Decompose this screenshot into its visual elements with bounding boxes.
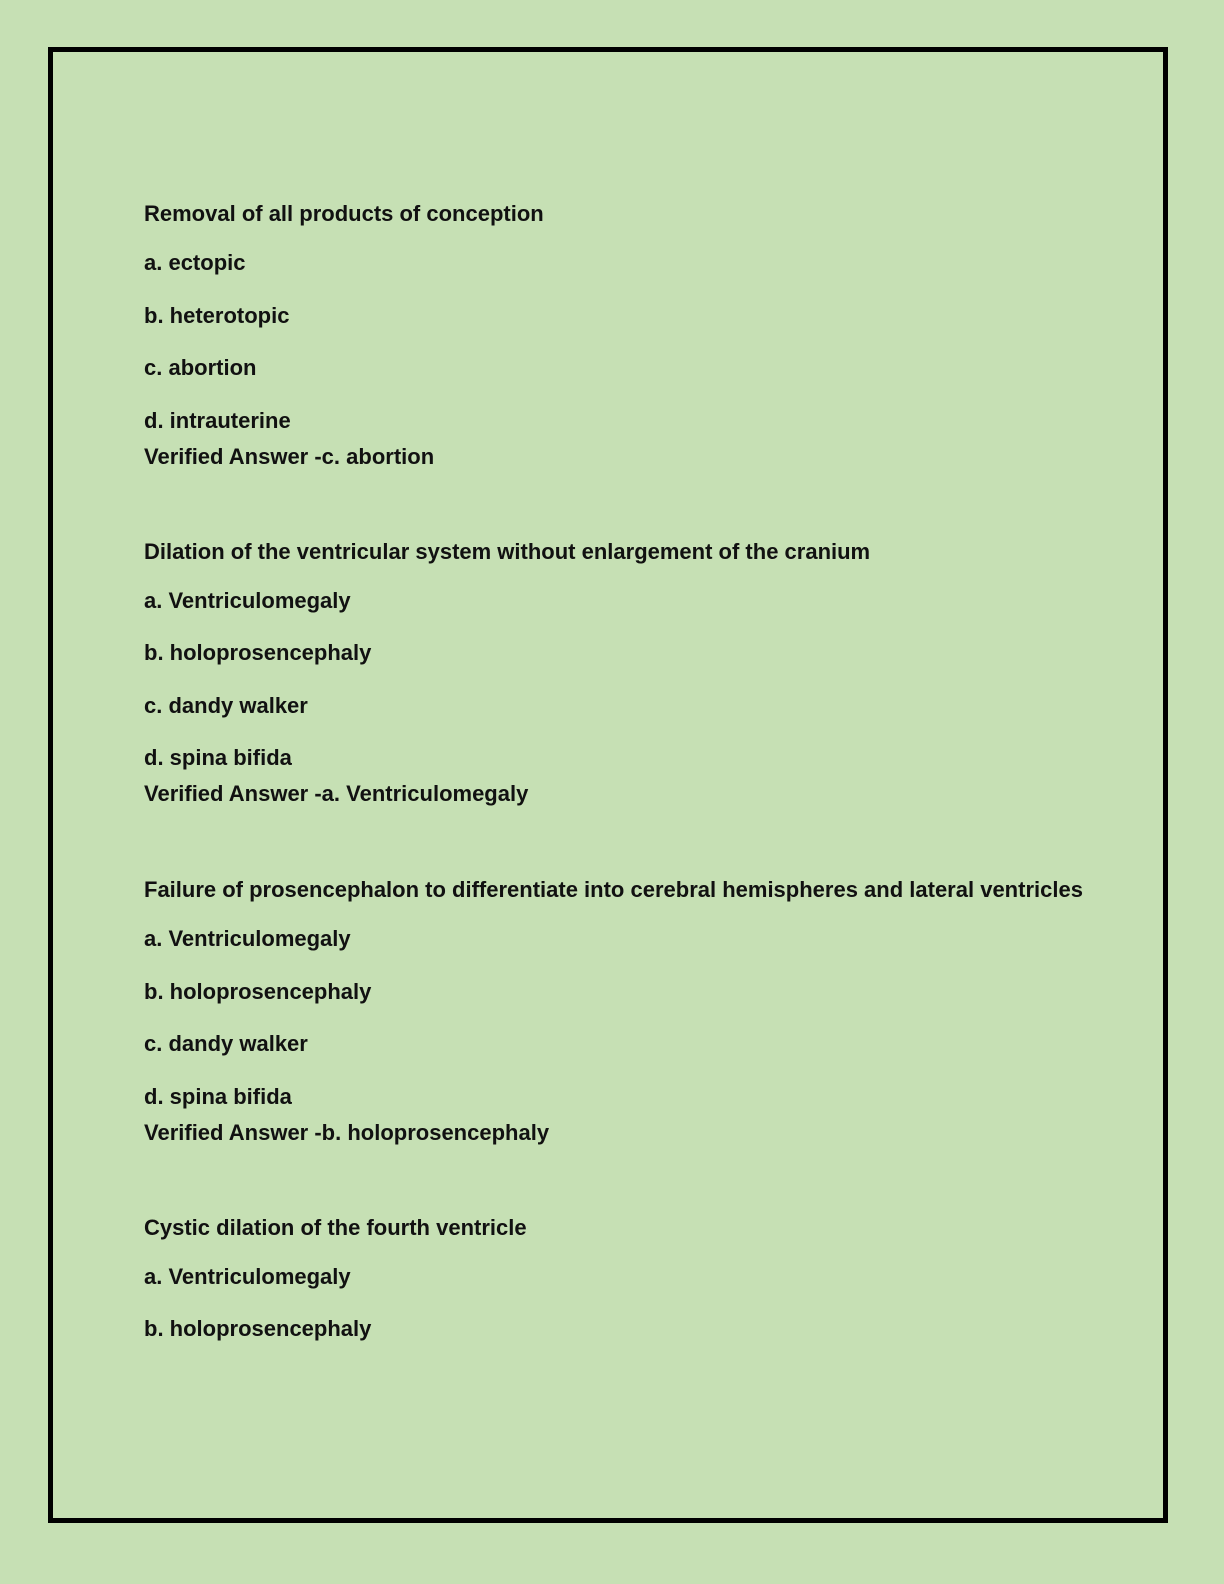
option-d: d. spina bifida [144,1083,292,1109]
question-2 [144,534,1084,810]
option-d: d. intrauterine [144,407,291,433]
question-stem: Dilation of the ventricular system without enlargement of the cranium [144,538,871,564]
question-3 [144,872,1084,1148]
verified-answer: Verified Answer -b. holoprosencephaly [144,1119,550,1145]
verified-answer: Verified Answer -a. Ventriculomegaly [144,781,529,806]
option-a: a. Ventriculomegaly [144,926,351,951]
question-stem: Failure of prosencephalon to differentiate into cerebral hemispheres and lateral ventricles [144,877,1083,902]
option-c: c. abortion [144,355,257,380]
option-b: b. heterotopic [144,302,290,328]
option-b: b. holoprosencephaly [144,1316,372,1341]
option-d: d. spina bifida [144,745,292,770]
option-a: a. Ventriculomegaly [144,1263,351,1289]
question-1 [144,196,1084,472]
question-4 [144,1210,1084,1345]
option-c: c. dandy walker [144,692,308,718]
option-b: b. holoprosencephaly [144,640,372,665]
option-b: b. holoprosencephaly [144,978,372,1004]
verified-answer: Verified Answer -c. abortion [144,443,435,469]
option-a: a. ectopic [144,250,246,275]
question-list [144,196,1084,1406]
option-c: c. dandy walker [144,1031,308,1056]
option-a: a. Ventriculomegaly [144,587,351,613]
question-stem: Removal of all products of conception [144,201,544,226]
question-stem: Cystic dilation of the fourth ventricle [144,1214,527,1240]
